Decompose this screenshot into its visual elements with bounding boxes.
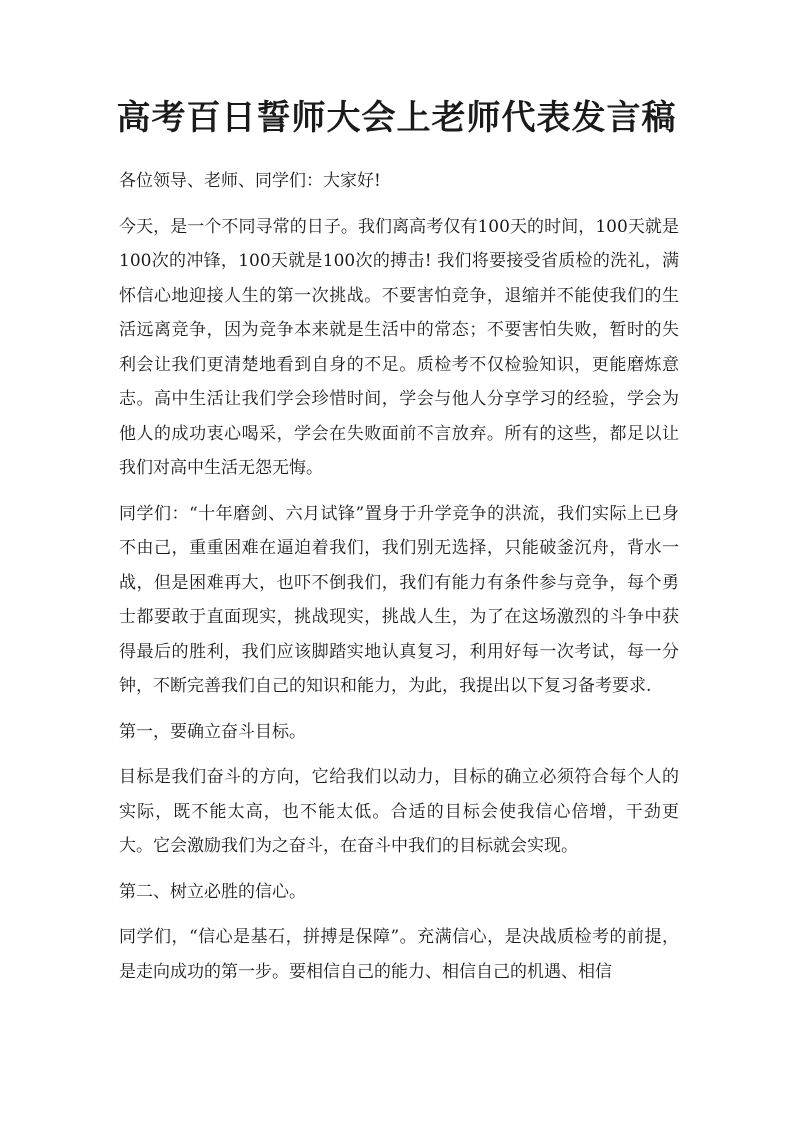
paragraph-point-one-heading: 第一，要确立奋斗目标。 [119, 721, 306, 742]
paragraph-confidence: 同学们，“信心是基石，拼搏是保障”。充满信心，是决战质检考的前提，是走向成功的第一步。要相信自己的能力、相信自己的机遇、相信 [119, 927, 679, 982]
paragraph-greeting: 各位领导、老师、同学们：大家好! [119, 171, 381, 191]
paragraph-goal: 目标是我们奋斗的方向，它给我们以动力，目标的确立必须符合每个人的实际，既不能太高，也不能太低。合适的目标会使我信心倍增，干劲更大。它会激励我们为之奋斗，在奋斗中我们的目标就会实现。 [119, 767, 679, 856]
paragraph-students: 同学们：“十年磨剑、六月试锋”置身于升学竞争的洪流，我们实际上已身不由己，重重困难在逼迫着我们，我们别无选择，只能破釜沉舟，背水一战，但是困难再大，也吓不倒我们，我们有能力有条件参与竞争，每个勇士都要敢于直面现实，挑战现实，挑战人生，为了在这场激烈的斗争中获得最后的胜利，我们应该脚踏实地认真复习，利用好每一次考试，每一分钟，不断完善我们自己的知识和能力，为此，我提出以下复习备考要求. [119, 503, 679, 696]
paragraph-point-two-heading: 第二、树立必胜的信心。 [119, 881, 306, 902]
document-body [119, 164, 679, 1000]
document-title: 高考百日誓师大会上老师代表发言稿 [116, 98, 677, 138]
paragraph-today: 今天，是一个不同寻常的日子。我们离高考仅有100天的时间，100天就是100次的冲锋，100天就是100次的搏击! 我们将要接受省质检的洗礼，满怀信心地迎接人生的第一次挑战。不要害怕竞争，退缩并不能使我们的生活远离竞争，因为竞争本来就是生活中的常态；不要害怕失败，暂时的失利会让我们更清楚地看到自身的不足。质检考不仅检验知识，更能磨炼意志。高中生活让我们学会珍惜时间，学会与他人分享学习的经验，学会为他人的成功衷心喝采，学会在失败面前不言放弃。所有的这些，都足以让我们对高中生活无怨无悔。 [119, 216, 679, 478]
